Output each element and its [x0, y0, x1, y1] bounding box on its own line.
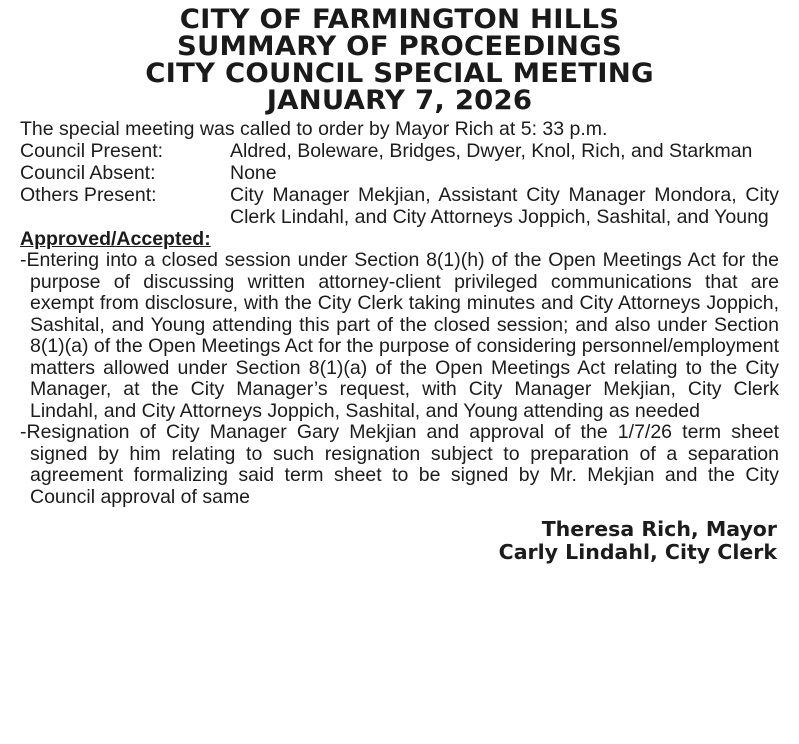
attendance-roster: [20, 140, 779, 228]
council-absent-label: Council Absent:: [20, 162, 156, 184]
heading-meeting-type: CITY COUNCIL SPECIAL MEETING: [145, 58, 654, 89]
resignation-item: -Resignation of City Manager Gary Mekjian and approval of the 1/7/26 term sheet signed by him relating to such resignation subject to preparation of a separation agreement formalizing said term sheet to be signed by Mr. Mekjian and the City Council approval of same: [20, 421, 779, 508]
heading-date: JANUARY 7, 2026: [266, 85, 533, 116]
others-present-label: Others Present:: [20, 184, 157, 206]
signature-block: [20, 518, 779, 564]
clerk-signature: Carly Lindahl, City Clerk: [498, 540, 777, 564]
notice-heading: [20, 6, 779, 114]
council-absent-value: None: [230, 162, 277, 184]
approved-accepted-heading: Approved/Accepted:: [20, 228, 211, 250]
mayor-signature: Theresa Rich, Mayor: [541, 517, 777, 541]
heading-summary: SUMMARY OF PROCEEDINGS: [176, 31, 623, 62]
call-to-order: The special meeting was called to order by Mayor Rich at 5: 33 p.m.: [20, 118, 608, 140]
heading-city-name: CITY OF FARMINGTON HILLS: [179, 4, 620, 35]
closed-session-item: -Entering into a closed session under Section 8(1)(h) of the Open Meetings Act for the purpose of discussing written attorney-client privileged communications that are exempt from disclosure, with the City Clerk taking minutes and City Attorneys Joppich, Sashital, and Young attending this part of the closed session; and also under Section 8(1)(a) of the Open Meetings Act for the purpose of considering personnel/employment matters allowed under Section 8(1)(a) of the Open Meetings Act relating to the City Manager, at the City Manager’s request, with City Manager Mekjian, City Clerk Lindahl, and City Attorneys Joppich, Sashital, and Young attending as needed: [20, 249, 779, 422]
council-present-label: Council Present:: [20, 140, 164, 162]
others-present-value: City Manager Mekjian, Assistant City Manager Mondora, City Clerk Lindahl, and City Attorneys Joppich, Sashital, and Young: [230, 184, 779, 228]
council-present-value: Aldred, Boleware, Bridges, Dwyer, Knol, Rich, and Starkman: [230, 140, 753, 162]
